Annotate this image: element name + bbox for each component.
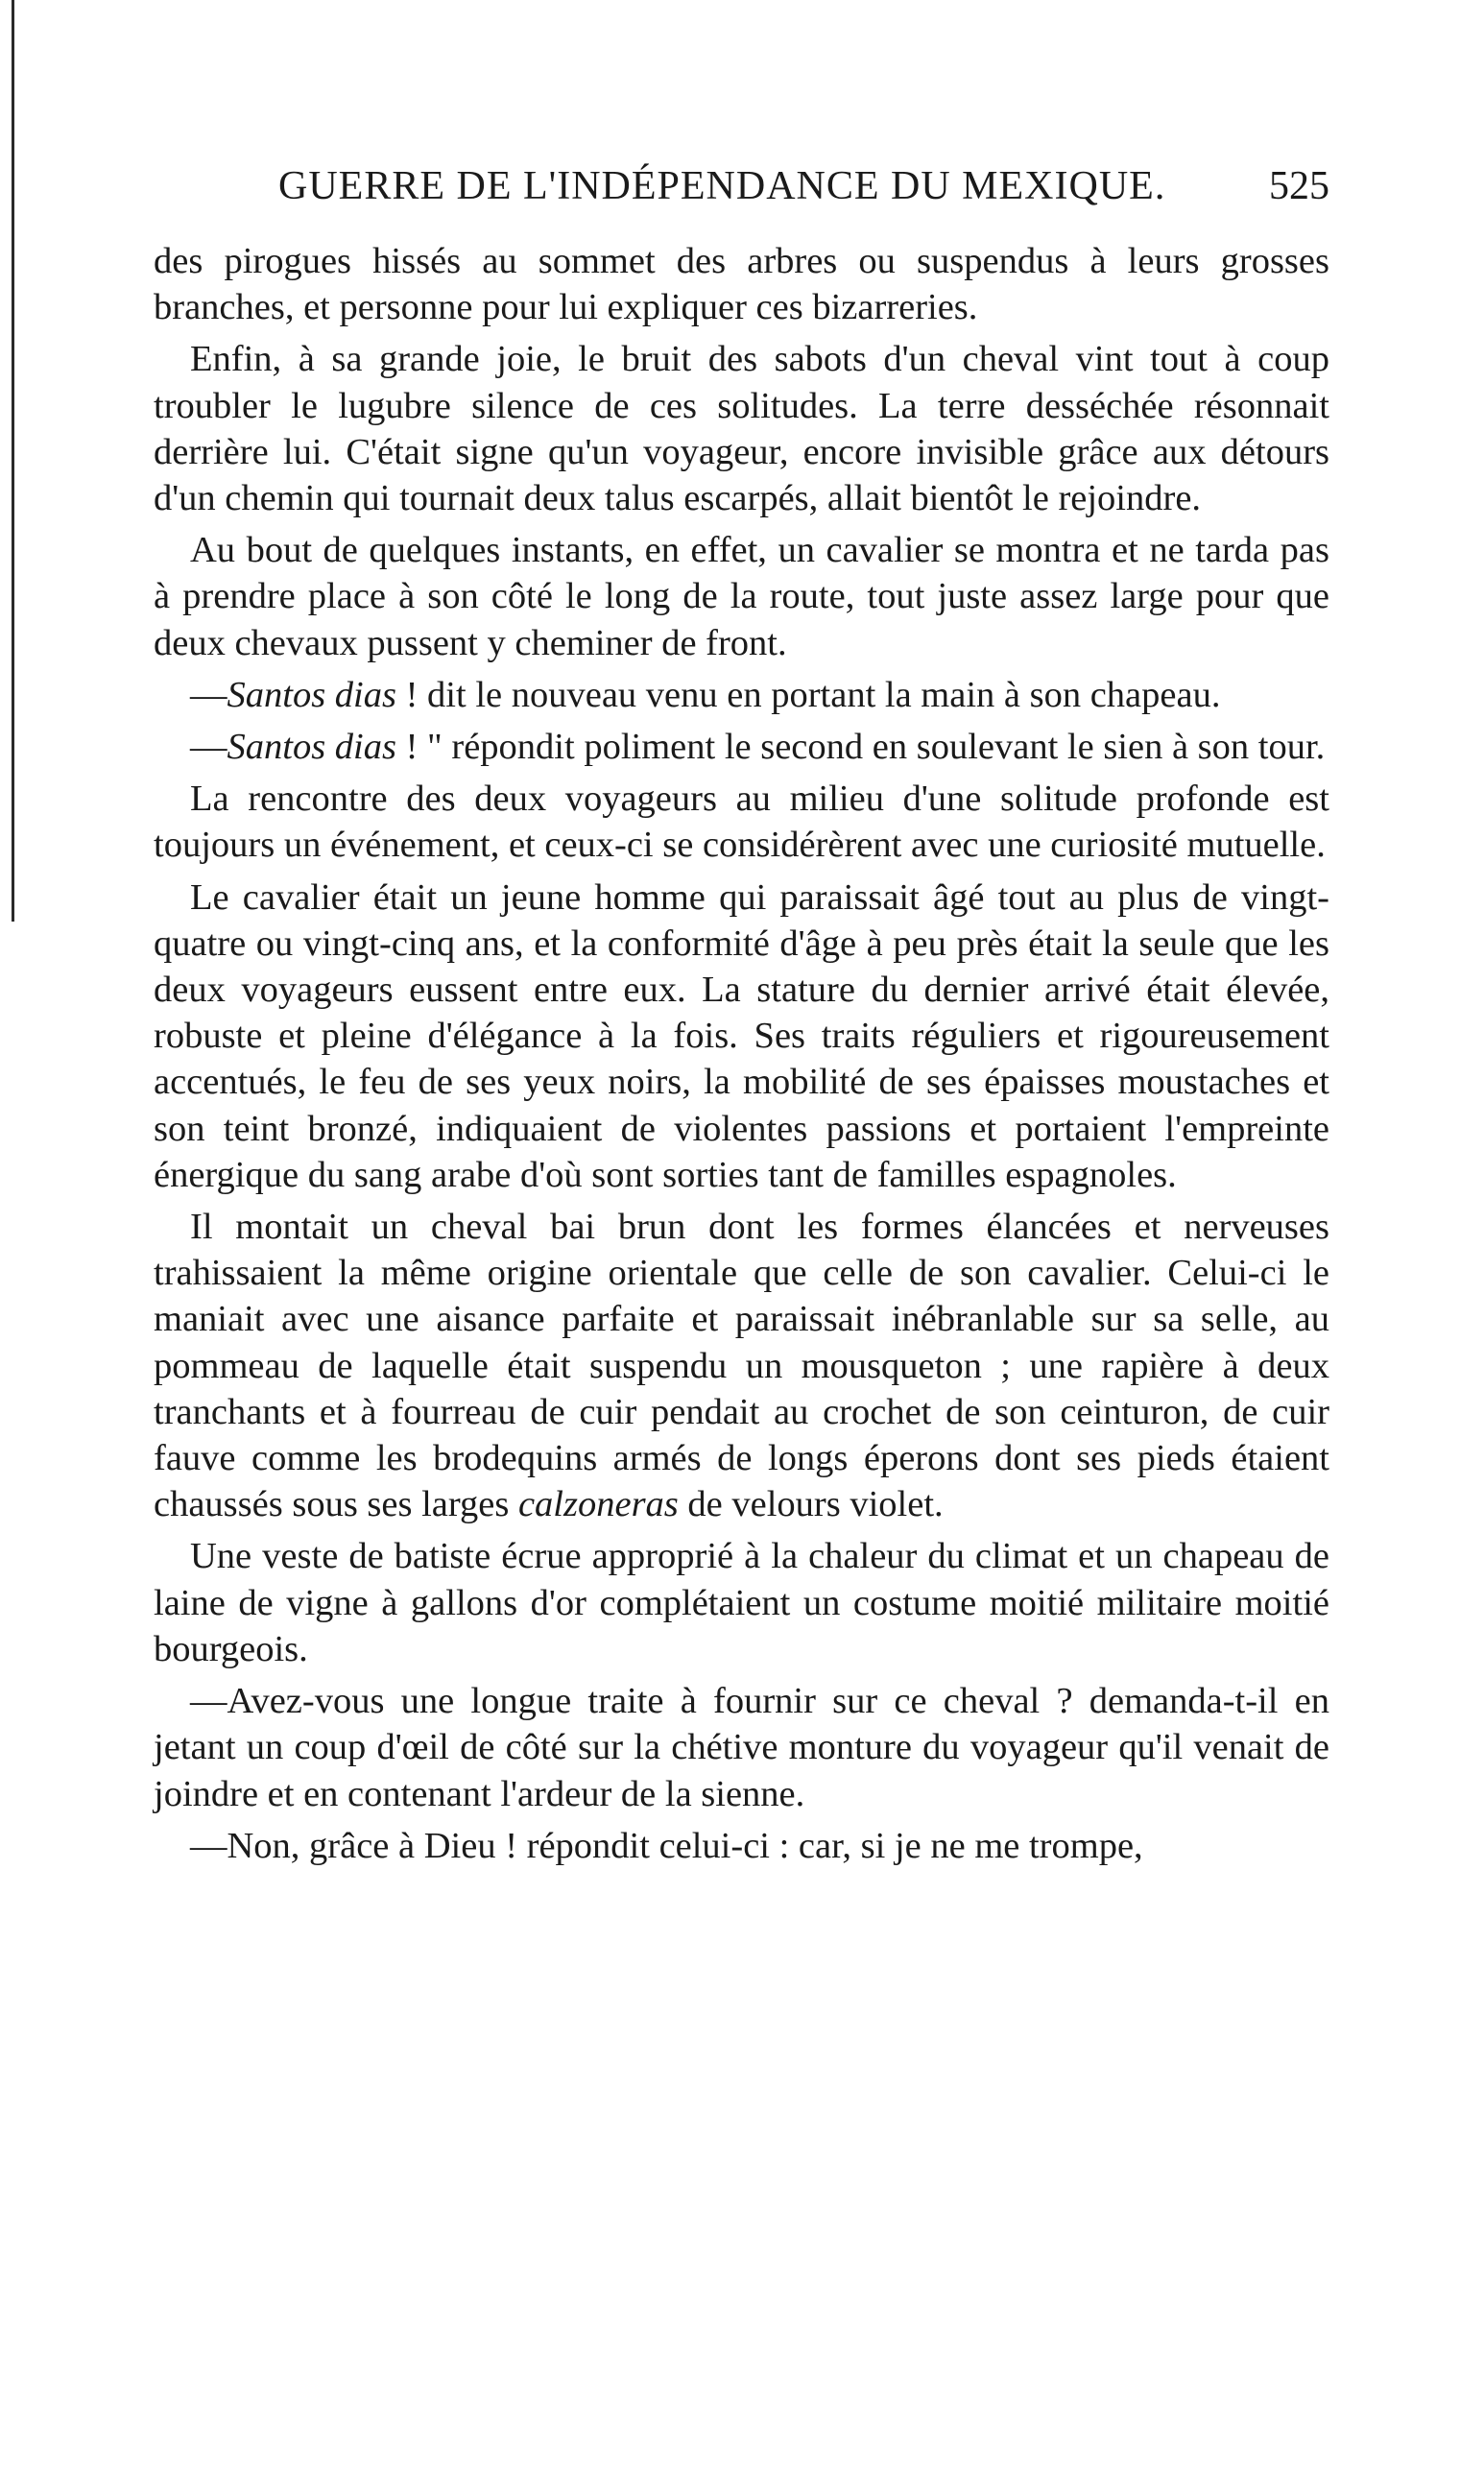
paragraph-8-start: Il montait un cheval bai brun dont les formes élancées et nerveuses trahissaient la même origine orientale que celle de son cavalier. Celui-ci le maniait avec une aisance parfaite et paraissait inébranlable sur sa selle, au pommeau de laquelle était suspendu un mousqueton ; une rapière à deux tranchants et à fourreau de cuir pendait au crochet de son ceinturon, de cuir fauve comme les brodequins armés de longs éperons dont ses pieds étaient chaussés sous ses larges: [154, 1207, 1329, 1525]
paragraph-2: Enfin, à sa grande joie, le bruit des sabots d'un cheval vint tout à coup troubler le lugubre silence de ces solitudes. La terre desséchée résonnait derrière lui. C'était signe qu'un voyageur, encore invisible grâce aux détours d'un chemin qui tournait deux talus escarpés, allait bientôt le rejoindre.: [154, 339, 1329, 519]
paragraph-10: —Avez-vous une longue traite à fournir sur ce cheval ? demanda-t-il en jetant un coup d'œil de côté sur la chétive monture du voyageur qu'il venait de joindre et en contenant l'ardeur de la sienne.: [154, 1681, 1329, 1814]
running-title: GUERRE DE L'INDÉPENDANCE DU MEXIQUE.: [278, 164, 1166, 208]
page-edge-rule: [12, 0, 14, 922]
paragraph-8-end: de velours violet.: [678, 1484, 944, 1525]
paragraph-9: Une veste de batiste écrue approprié à la chaleur du climat et un chapeau de laine de vigne à gallons d'or complétaient un costume moitié militaire moitié bourgeois.: [154, 1536, 1329, 1669]
paragraph-7: Le cavalier était un jeune homme qui paraissait âgé tout au plus de vingt-quatre ou vingt-cinq ans, et la conformité d'âge à peu près était la seule que les deux voyageurs eussent entre eux. La stature du dernier arrivé était élevée, robuste et pleine d'élégance à la fois. Ses traits réguliers et rigoureusement accentués, le feu de ses yeux noirs, la mobilité de ses épaisses moustaches et son teint bronzé, indiquaient de violentes passions et portaient l'empreinte énergique du sang arabe d'où sont sorties tant de familles espagnoles.: [154, 876, 1329, 1195]
page-number: 525: [1269, 164, 1329, 208]
italic-calzoneras: calzoneras: [517, 1484, 679, 1525]
paragraph-1: des pirogues hissés au sommet des arbres ou suspendus à leurs grosses branches, et personne pour lui expliquer ces bizarreries.: [154, 241, 1329, 328]
paragraph-5: [154, 724, 1329, 770]
paragraph-4: [154, 672, 1329, 718]
body-text: [154, 238, 1329, 1875]
paragraph-5-rest: ! " répondit poliment le second en soulevant le sien à son tour.: [395, 727, 1326, 768]
page-header: [154, 163, 1329, 221]
paragraph-11: —Non, grâce à Dieu ! répondit celui-ci : car, si je ne me trompe,: [190, 1825, 1143, 1866]
italic-greeting: Santos dias: [227, 727, 396, 768]
paragraph-3: Au bout de quelques instants, en effet, un cavalier se montra et ne tarda pas à prendre place à son côté le long de la route, tout juste assez large pour que deux chevaux pussent y cheminer de front.: [154, 530, 1329, 663]
paragraph-8: [154, 1204, 1329, 1527]
dialogue-dash: —: [190, 674, 227, 715]
dialogue-dash: —: [190, 727, 227, 768]
italic-greeting: Santos dias: [227, 674, 396, 715]
paragraph-4-rest: ! dit le nouveau venu en portant la main à son chapeau.: [395, 674, 1221, 715]
paragraph-6: La rencontre des deux voyageurs au milieu d'une solitude profonde est toujours un événement, et ceux-ci se considérèrent avec une curiosité mutuelle.: [154, 779, 1329, 866]
